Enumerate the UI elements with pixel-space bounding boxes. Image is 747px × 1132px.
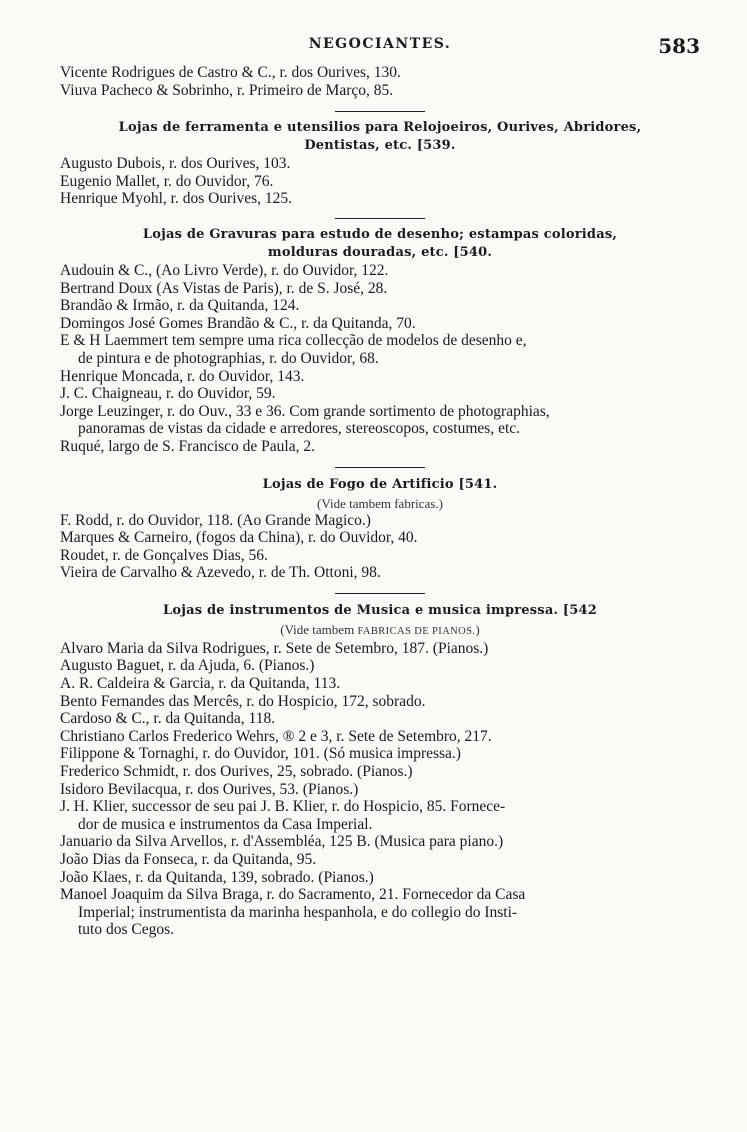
list-item: Brandão & Irmão, r. da Quitanda, 124. [60,297,300,315]
section-divider [335,218,425,219]
list-item-continuation: de pintura e de photographias, r. do Ouvidor, 68. [78,349,379,367]
section-note: (Vide tambem fabricas.) [317,495,443,511]
list-item: Marques & Carneiro, (fogos da China), r. do Ouvidor, 40. [60,529,418,547]
list-item: Cardoso & C., r. da Quitanda, 118. [60,710,276,728]
list-item: F. Rodd, r. do Ouvidor, 118. (Ao Grande Magico.) [60,511,371,529]
list-item: J. H. Klier, successor de seu pai J. B. Klier, r. do Hospicio, 85. Fornece- [60,798,506,816]
list-item-continuation: Imperial; instrumentista da marinha hespanhola, e do collegio do Insti- [78,903,518,921]
list-item: João Dias da Fonseca, r. da Quitanda, 95. [60,851,317,868]
list-item-continuation: tuto dos Cegos. [78,921,175,939]
list-item: Roudet, r. de Gonçalves Dias, 56. [60,546,268,564]
list-item: Jorge Leuzinger, r. do Ouv., 33 e 36. Com grande sortimento de photographias, [60,402,550,420]
list-item: Isidoro Bevilacqua, r. dos Ourives, 53. (Pianos.) [60,780,359,798]
list-item: Filippone & Tornaghi, r. do Ouvidor, 101. (Só musica impressa.) [60,745,461,763]
list-item: Frederico Schmidt, r. dos Ourives, 25, sobrado. (Pianos.) [60,763,413,781]
list-item: Domingos José Gomes Brandão & C., r. da Quitanda, 70. [60,314,416,332]
page-number: 583 [658,34,700,58]
section-title: Lojas de Gravuras para estudo de desenho; estampas coloridas, molduras douradas, etc. [540. [142,226,618,260]
section-541 [60,467,700,582]
list-item: Vieira de Carvalho & Azevedo, r. de Th. Ottoni, 98. [60,564,381,582]
list-item: Henrique Myohl, r. dos Ourives, 125. [60,190,293,208]
section-divider [335,111,425,112]
list-item: E & H Laemmert tem sempre uma rica collecção de modelos de desenho e, [60,332,527,350]
list-item: Christiano Carlos Frederico Wehrs, ® 2 e 3, r. Sete de Setembro, 217. [60,727,492,745]
page-header [60,32,700,62]
list-item: Alvaro Maria da Silva Rodrigues, r. Sete de Setembro, 187. (Pianos.) [60,639,489,657]
list-item: Vicente Rodrigues de Castro & C., r. dos Ourives, 130. [60,64,401,81]
list-item-continuation: panoramas de vistas da cidade e arredores, stereoscopos, costumes, etc. [78,420,521,438]
list-item: A. R. Caldeira & Garcia, r. da Quitanda, 113. [60,675,341,693]
list-item-continuation: dor de musica e instrumentos da Casa Imperial. [78,815,373,833]
list-item: J. C. Chaigneau, r. do Ouvidor, 59. [60,385,276,403]
top-entries [60,64,700,99]
list-item: Ruqué, largo de S. Francisco de Paula, 2. [60,437,315,455]
section-divider [335,467,425,468]
section-divider [335,593,425,594]
running-title: NEGOCIANTES. [308,36,452,52]
section-540 [60,218,700,456]
list-item: Viuva Pacheco & Sobrinho, r. Primeiro de Março, 85. [60,81,394,99]
list-item: Bento Fernandes das Mercês, r. do Hospicio, 172, sobrado. [60,692,426,710]
list-item: João Klaes, r. da Quitanda, 139, sobrado. (Pianos.) [60,868,374,886]
section-note: (Vide tambem FABRICAS DE PIANOS.) [280,621,480,637]
section-539 [60,111,700,208]
list-item: Augusto Dubois, r. dos Ourives, 103. [60,155,291,173]
list-item: Bertrand Doux (As Vistas de Paris), r. de S. José, 28. [60,279,388,297]
list-item: Henrique Moncada, r. do Ouvidor, 143. [60,367,305,385]
list-item: Audouin & C., (Ao Livro Verde), r. do Ouvidor, 122. [60,261,389,279]
section-title: Lojas de instrumentos de Musica e musica impressa. [542 [163,602,597,618]
section-542 [60,593,700,939]
list-item: Augusto Baguet, r. da Ajuda, 6. (Pianos.) [60,657,315,675]
list-item: Manoel Joaquim da Silva Braga, r. do Sacramento, 21. Fornecedor da Casa [60,886,526,904]
list-item: Januario da Silva Arvellos, r. d'Assembléa, 125 B. (Musica para piano.) [60,833,504,851]
section-title: Lojas de Fogo de Artificio [541. [262,476,498,492]
list-item: Eugenio Mallet, r. do Ouvidor, 76. [60,172,274,190]
book-page [60,32,700,939]
section-title: Lojas de ferramenta e utensilios para Relojoeiros, Ourives, Abridores, Dentistas, etc. [539. [118,120,642,154]
